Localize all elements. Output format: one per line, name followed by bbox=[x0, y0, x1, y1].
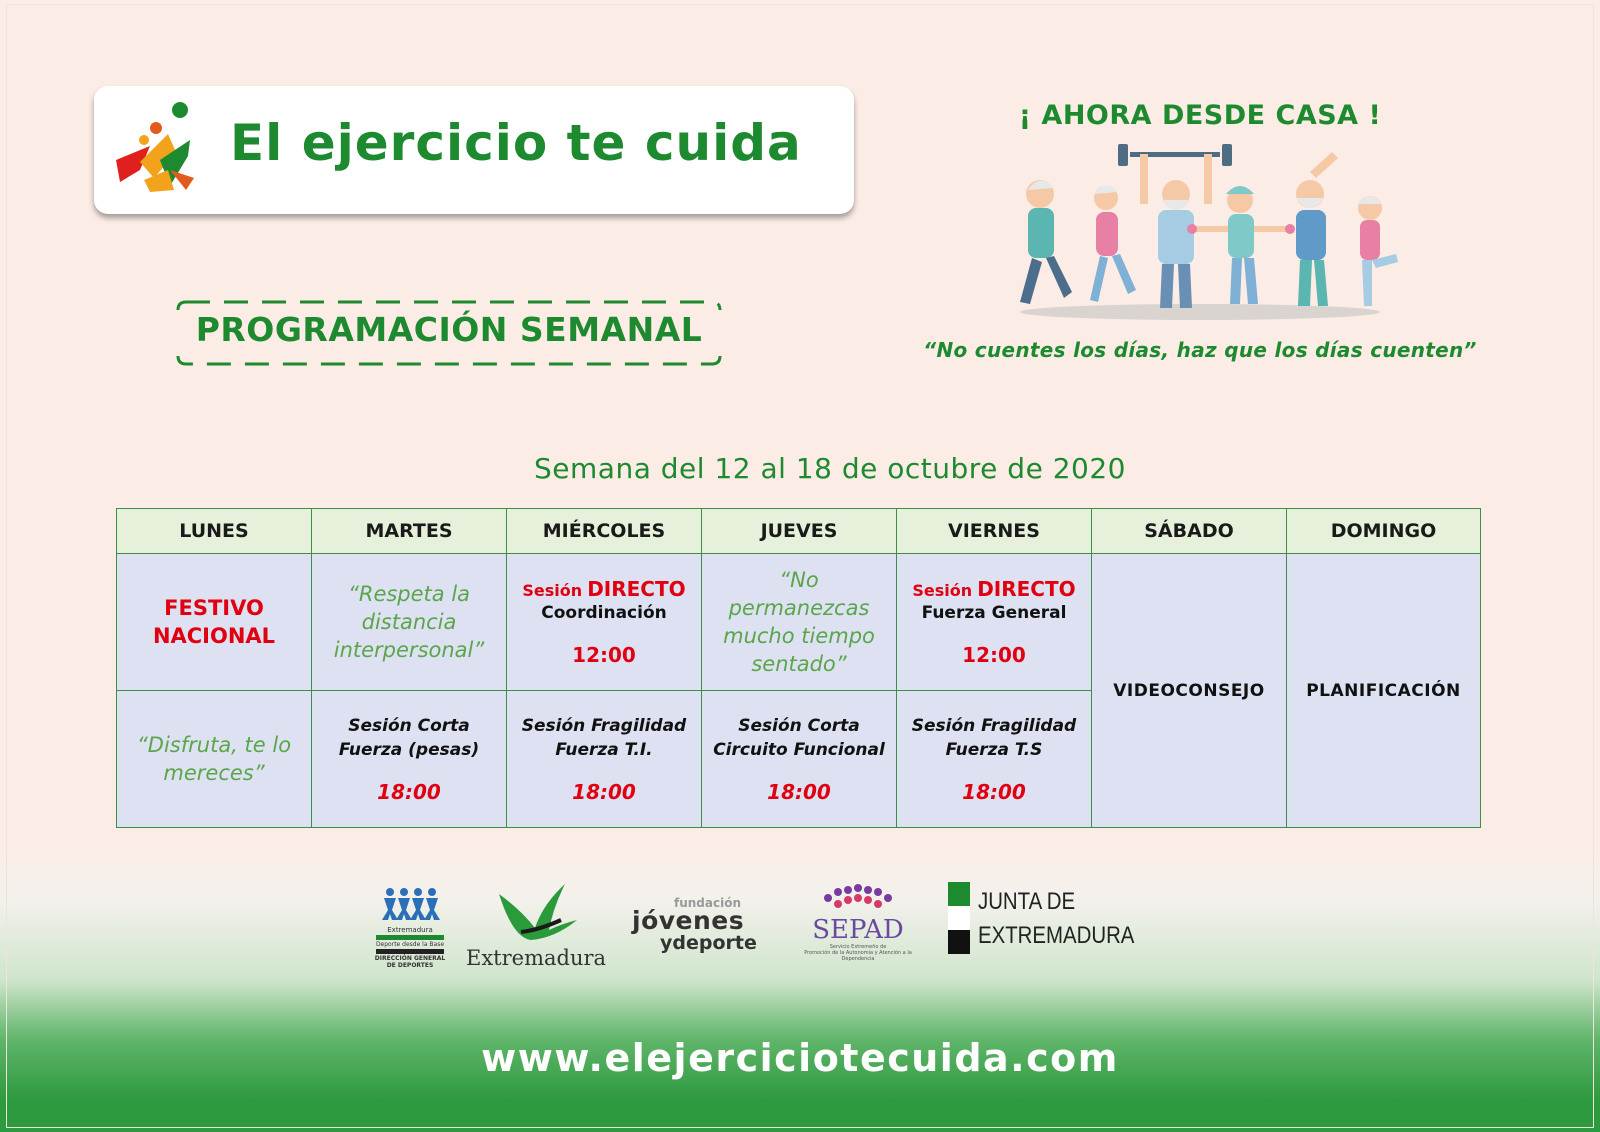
dgd-bar-dark bbox=[376, 949, 444, 954]
dgd-bar bbox=[376, 935, 444, 940]
sepad-name: SEPAD bbox=[812, 915, 904, 945]
sabado-label: VIDEOCONSEJO bbox=[1113, 680, 1265, 701]
fundacion-jovenes-logo bbox=[632, 896, 782, 954]
cell-sabado bbox=[1092, 554, 1287, 828]
sepad-dots-icon bbox=[818, 884, 898, 912]
session-time: 18:00 bbox=[962, 780, 1026, 804]
cell-lunes-2 bbox=[117, 691, 312, 828]
sepad-logo bbox=[788, 884, 928, 962]
session-line-1: Sesión Fragilidad bbox=[521, 716, 687, 736]
table-header-row bbox=[117, 509, 1481, 554]
cell-jueves-2 bbox=[702, 691, 897, 828]
session-time: 12:00 bbox=[962, 643, 1026, 667]
tagline: ¡ AHORA DESDE CASA ! bbox=[1018, 100, 1382, 131]
people-icon bbox=[380, 886, 440, 922]
cell-domingo bbox=[1287, 554, 1481, 828]
session-activity: Fuerza General bbox=[921, 603, 1067, 623]
flag-white bbox=[948, 906, 970, 930]
session-line-2: Fuerza (pesas) bbox=[338, 740, 480, 760]
session-mode: DIRECTO bbox=[977, 577, 1076, 601]
holiday-line-2: NACIONAL bbox=[152, 624, 276, 648]
session-prefix: Sesión bbox=[522, 581, 583, 600]
holiday-line-1: FESTIVO bbox=[164, 596, 264, 620]
cell-jueves-1 bbox=[702, 554, 897, 691]
day-header-domingo: DOMINGO bbox=[1287, 509, 1481, 554]
session-line-1: Sesión Corta bbox=[348, 716, 470, 736]
fundacion-line-2: ydeporte bbox=[660, 932, 757, 954]
advice-text: “Respeta la distancia interpersonal” bbox=[333, 582, 485, 662]
program-title-box bbox=[176, 300, 722, 366]
session-time: 18:00 bbox=[767, 780, 831, 804]
day-header-viernes: VIERNES bbox=[897, 509, 1092, 554]
logo-banner bbox=[94, 86, 854, 214]
session-line-1: Sesión Fragilidad bbox=[911, 716, 1077, 736]
cell-miercoles-1 bbox=[507, 554, 702, 691]
session-line-2: Fuerza T.S bbox=[945, 740, 1043, 760]
sponsor-logos bbox=[370, 880, 1170, 980]
exercising-seniors-illustration bbox=[1010, 142, 1410, 324]
flag-green bbox=[948, 882, 970, 906]
extremadura-logo bbox=[466, 880, 606, 970]
junta-line-2: EXTREMADURA bbox=[978, 922, 1135, 949]
session-time: 12:00 bbox=[572, 643, 636, 667]
cell-miercoles-2 bbox=[507, 691, 702, 828]
cell-viernes-1 bbox=[897, 554, 1092, 691]
extremadura-name: Extremadura bbox=[466, 946, 607, 970]
cell-martes-2 bbox=[312, 691, 507, 828]
session-time: 18:00 bbox=[572, 780, 636, 804]
week-label: Semana del 12 al 18 de octubre de 2020 bbox=[534, 452, 1126, 485]
day-header-martes: MARTES bbox=[312, 509, 507, 554]
weekly-schedule-table bbox=[116, 508, 1481, 828]
sepad-line-1: Servicio Extremeño de bbox=[829, 944, 887, 950]
table-row bbox=[117, 554, 1481, 691]
fundacion-line-1: jóvenes bbox=[632, 906, 745, 935]
session-activity: Coordinación bbox=[541, 603, 667, 623]
domingo-label: PLANIFICACIÓN bbox=[1306, 680, 1461, 701]
junta-extremadura-logo bbox=[948, 882, 1148, 962]
advice-text: “No permanezcas mucho tiempo sentado” bbox=[723, 568, 875, 676]
dgd-line-1: Extremadura bbox=[387, 926, 433, 934]
day-header-miercoles: MIÉRCOLES bbox=[507, 509, 702, 554]
dgd-line-2: Deporte desde la Base bbox=[375, 941, 445, 948]
session-prefix: Sesión bbox=[912, 581, 973, 600]
sepad-line-2: Promoción de la Autonomía y Atención a la Dependencia bbox=[804, 950, 912, 962]
cell-viernes-2 bbox=[897, 691, 1092, 828]
advice-text: “Disfruta, te lo mereces” bbox=[136, 733, 292, 785]
quote: “No cuentes los días, haz que los días cuenten” bbox=[923, 338, 1477, 362]
extremadura-bird-icon bbox=[491, 880, 581, 942]
dgd-line-4: DE DEPORTES bbox=[386, 962, 434, 969]
day-header-lunes: LUNES bbox=[117, 509, 312, 554]
dgd-line-3: DIRECCIÓN GENERAL bbox=[374, 955, 446, 962]
website-link[interactable]: www.elejerciciotecuida.com bbox=[481, 1036, 1119, 1080]
cell-martes-1 bbox=[312, 554, 507, 691]
day-header-jueves: JUEVES bbox=[702, 509, 897, 554]
session-line-1: Sesión Corta bbox=[738, 716, 860, 736]
session-mode: DIRECTO bbox=[587, 577, 686, 601]
session-time: 18:00 bbox=[377, 780, 441, 804]
program-title: PROGRAMACIÓN SEMANAL bbox=[195, 310, 703, 349]
flag-black bbox=[948, 930, 970, 954]
logo-title: El ejercicio te cuida bbox=[230, 114, 802, 172]
runner-logo-icon bbox=[110, 100, 202, 200]
dg-deportes-logo bbox=[370, 886, 450, 969]
session-line-2: Circuito Funcional bbox=[713, 740, 885, 760]
fundacion-small: fundación bbox=[674, 896, 742, 910]
session-line-2: Fuerza T.I. bbox=[555, 740, 653, 760]
day-header-sabado: SÁBADO bbox=[1092, 509, 1287, 554]
junta-line-1: JUNTA DE bbox=[978, 888, 1076, 915]
cell-lunes-1 bbox=[117, 554, 312, 691]
